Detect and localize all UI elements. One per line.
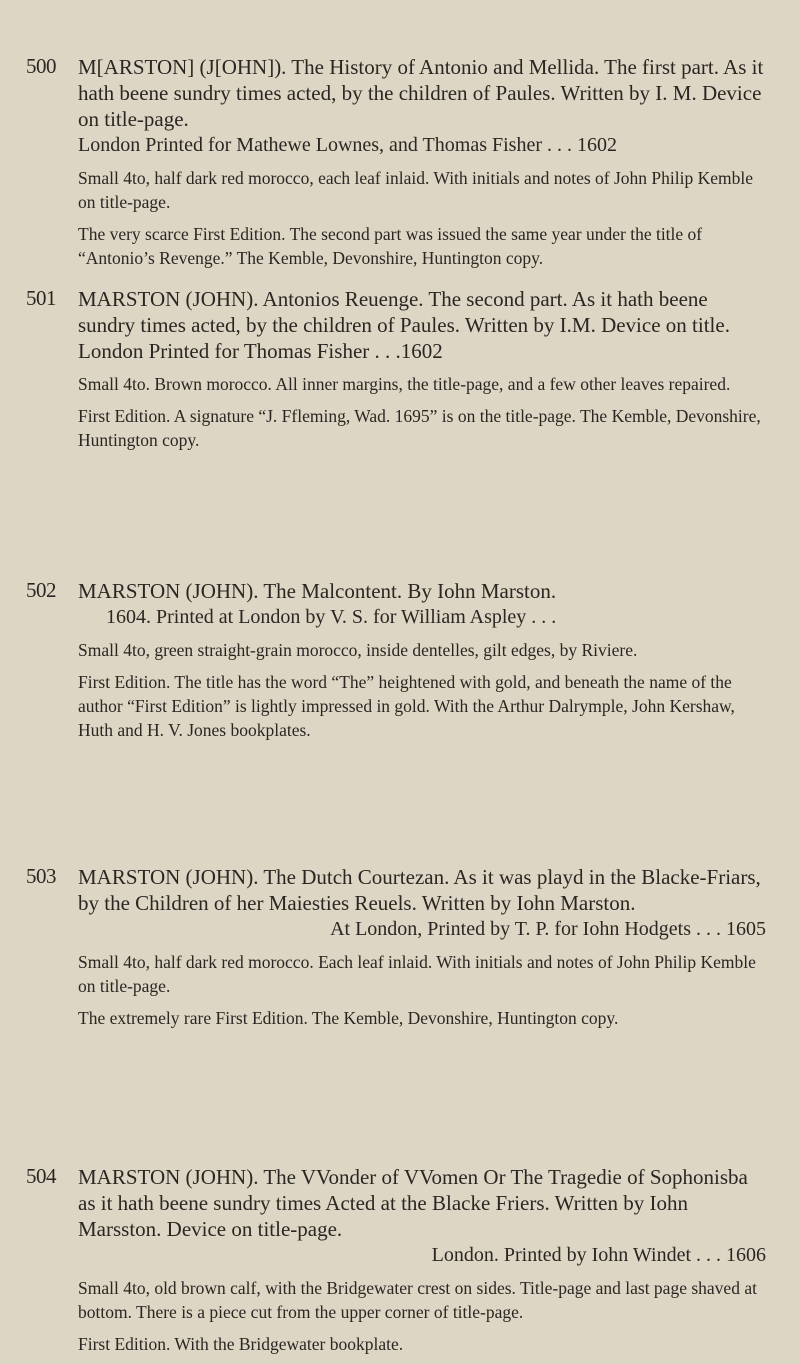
lot-number: 504 <box>26 1164 56 1188</box>
lot-description: Small 4to, half dark red morocco. Each leaf inlaid. With initials and notes of John Philip Kemble on title-page. <box>78 952 756 996</box>
lot-imprint: London. Printed by Iohn Windet . . . 1606 <box>431 1244 766 1266</box>
lot-description: Small 4to. Brown morocco. All inner margins, the title-page, and a few other leaves repaired. <box>78 374 731 394</box>
lot-entry <box>0 578 770 864</box>
lot-edition-note: First Edition. A signature “J. Ffleming, Wad. 1695” is on the title-page. The Kemble, Devonshire, Huntington copy. <box>78 406 761 450</box>
lot-edition-note: First Edition. The title has the word “The” heightened with gold, and beneath the name of the author “First Edition” is lightly impressed in gold. With the Arthur Dalrymple, John Kershaw, Huth and H. V. Jones bookplates. <box>78 672 735 740</box>
lot-number: 500 <box>26 54 56 78</box>
lot-number: 503 <box>26 864 56 888</box>
lot-edition-note: The extremely rare First Edition. The Kemble, Devonshire, Huntington copy. <box>78 1008 619 1028</box>
lot-description: Small 4to, half dark red morocco, each leaf inlaid. With initials and notes of John Philip Kemble on title-page. <box>78 168 753 212</box>
lot-number: 502 <box>26 578 56 602</box>
lot-heading: M[ARSTON] (J[OHN]). The History of Antonio and Mellida. The first part. As it hath beene sundry times acted, by the children of Paules. Written by I. M. Device on title-page. <box>78 55 764 131</box>
lot-number: 501 <box>26 286 56 310</box>
lot-description: Small 4to, green straight-grain morocco, inside dentelles, gilt edges, by Riviere. <box>78 640 638 660</box>
lot-description: Small 4to, old brown calf, with the Bridgewater crest on sides. Title-page and last page shaved at bottom. There is a piece cut from the upper corner of title-page. <box>78 1278 757 1322</box>
lot-heading: MARSTON (JOHN). The VVonder of VVomen Or The Tragedie of Sophonisba as it hath beene sundry times Acted at the Blacke Friers. Written by Iohn Marsston. Device on title-page. <box>78 1165 748 1241</box>
lot-entry <box>0 864 770 1164</box>
lot-heading: MARSTON (JOHN). The Dutch Courtezan. As it was playd in the Blacke-Friars, by the Children of her Maiesties Reuels. Written by Iohn Marston. <box>78 865 761 915</box>
lot-edition-note: First Edition. With the Bridgewater bookplate. <box>78 1334 404 1354</box>
lot-entry <box>0 286 770 578</box>
lot-edition-note: The very scarce First Edition. The second part was issued the same year under the title of “Antonio’s Revenge.” The Kemble, Devonshire, Huntington copy. <box>78 224 703 268</box>
lot-imprint: At London, Printed by T. P. for Iohn Hodgets . . . 1605 <box>330 918 766 940</box>
lot-imprint: 1604. Printed at London by V. S. for William Aspley . . . <box>106 606 557 628</box>
lot-entry <box>0 54 770 286</box>
lot-heading: MARSTON (JOHN). The Malcontent. By Iohn Marston. <box>78 579 557 603</box>
lot-heading: MARSTON (JOHN). Antonios Reuenge. The second part. As it hath beene sundry times acted, by the children of Paules. Written by I.M. Device on title. London Printed for Thomas Fisher . . .1602 <box>78 287 730 363</box>
lot-entry <box>0 1164 770 1364</box>
lot-imprint: London Printed for Mathewe Lownes, and Thomas Fisher . . . 1602 <box>78 134 617 156</box>
